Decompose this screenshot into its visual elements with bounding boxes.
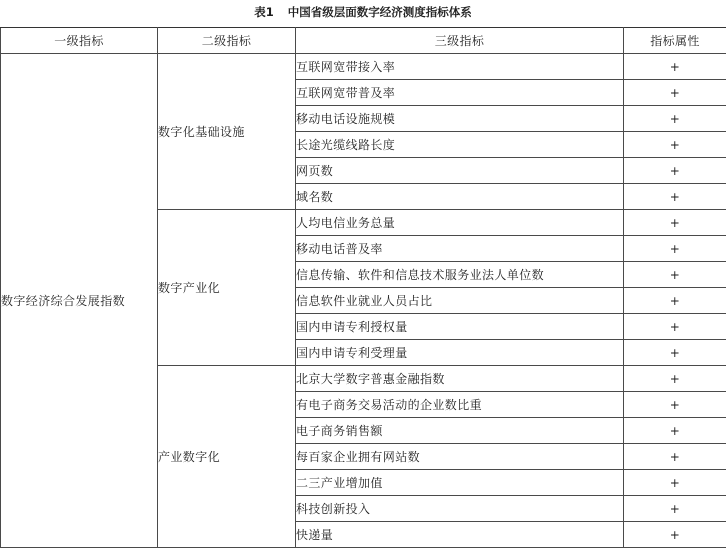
level2-indicator-digitalization: 产业数字化	[158, 366, 296, 548]
level3-indicator: 北京大学数字普惠金融指数	[296, 366, 624, 392]
level3-indicator: 二三产业增加值	[296, 470, 624, 496]
level3-indicator: 每百家企业拥有网站数	[296, 444, 624, 470]
table-title: 中国省级层面数字经济测度指标体系	[287, 5, 472, 19]
indicator-attribute: +	[624, 184, 726, 210]
level2-indicator-infrastructure: 数字化基础设施	[158, 54, 296, 210]
indicator-attribute: +	[624, 314, 726, 340]
indicator-attribute: +	[624, 80, 726, 106]
level3-indicator: 科技创新投入	[296, 496, 624, 522]
indicator-attribute: +	[624, 210, 726, 236]
indicator-attribute: +	[624, 262, 726, 288]
indicator-attribute: +	[624, 392, 726, 418]
header-level1: 一级指标	[1, 28, 158, 54]
level3-indicator: 互联网宽带接入率	[296, 54, 624, 80]
indicator-attribute: +	[624, 106, 726, 132]
level1-indicator: 数字经济综合发展指数	[1, 54, 158, 548]
indicator-attribute: +	[624, 340, 726, 366]
indicator-attribute: +	[624, 418, 726, 444]
level3-indicator: 移动电话普及率	[296, 236, 624, 262]
level3-indicator: 信息软件业就业人员占比	[296, 288, 624, 314]
level3-indicator: 人均电信业务总量	[296, 210, 624, 236]
level3-indicator: 国内申请专利受理量	[296, 340, 624, 366]
level3-indicator: 长途光缆线路长度	[296, 132, 624, 158]
indicator-attribute: +	[624, 236, 726, 262]
level3-indicator: 信息传输、软件和信息技术服务业法人单位数	[296, 262, 624, 288]
level2-indicator-industrialization: 数字产业化	[158, 210, 296, 366]
level3-indicator: 电子商务销售额	[296, 418, 624, 444]
indicator-attribute: +	[624, 366, 726, 392]
level3-indicator: 移动电话设施规模	[296, 106, 624, 132]
indicator-attribute: +	[624, 496, 726, 522]
indicator-table	[0, 27, 726, 548]
table-caption	[0, 0, 726, 27]
header-row	[1, 28, 726, 54]
indicator-attribute: +	[624, 288, 726, 314]
level3-indicator: 有电子商务交易活动的企业数比重	[296, 392, 624, 418]
header-level3: 三级指标	[296, 28, 624, 54]
indicator-attribute: +	[624, 132, 726, 158]
indicator-attribute: +	[624, 522, 726, 548]
indicator-attribute: +	[624, 470, 726, 496]
header-level2: 二级指标	[158, 28, 296, 54]
level3-indicator: 国内申请专利授权量	[296, 314, 624, 340]
indicator-attribute: +	[624, 158, 726, 184]
indicator-attribute: +	[624, 444, 726, 470]
level3-indicator: 互联网宽带普及率	[296, 80, 624, 106]
table-row	[1, 54, 726, 80]
indicator-attribute: +	[624, 54, 726, 80]
header-attribute: 指标属性	[624, 28, 726, 54]
table-number: 表1	[254, 5, 274, 19]
level3-indicator: 域名数	[296, 184, 624, 210]
level3-indicator: 快递量	[296, 522, 624, 548]
level3-indicator: 网页数	[296, 158, 624, 184]
